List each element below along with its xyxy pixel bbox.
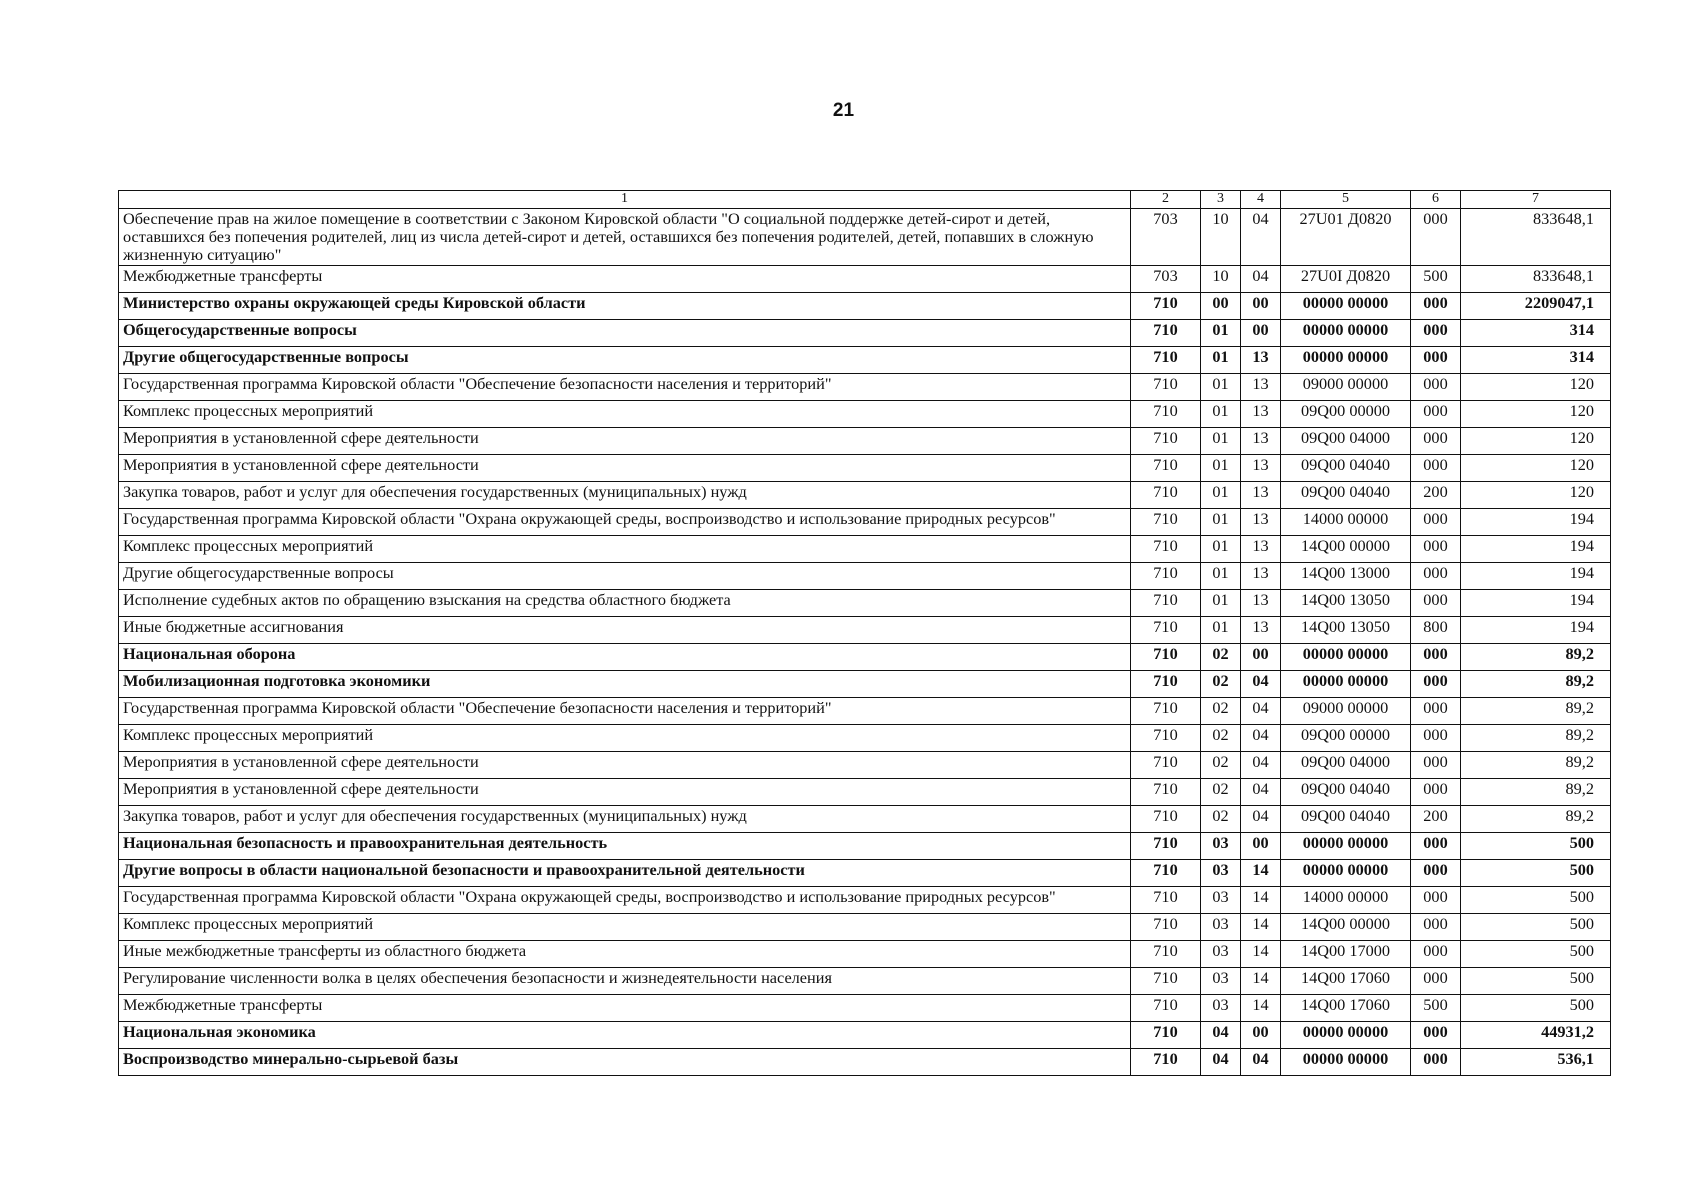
section-code-cell: 10 [1201, 265, 1241, 292]
row-name-cell: Иные межбюджетные трансферты из областного бюджета [119, 940, 1131, 967]
target-article-cell: 00000 00000 [1281, 1048, 1411, 1075]
ministry-code-cell: 710 [1131, 751, 1201, 778]
ministry-code-cell: 710 [1131, 589, 1201, 616]
amount-cell: 120 [1461, 427, 1611, 454]
section-code-cell: 00 [1201, 292, 1241, 319]
column-header: 5 [1281, 191, 1411, 209]
table-row [119, 454, 1611, 481]
amount-cell: 194 [1461, 562, 1611, 589]
subsection-code-cell: 13 [1241, 535, 1281, 562]
table-row [119, 481, 1611, 508]
ministry-code-cell: 710 [1131, 616, 1201, 643]
target-article-cell: 14000 00000 [1281, 508, 1411, 535]
ministry-code-cell: 710 [1131, 427, 1201, 454]
row-name-cell: Министерство охраны окружающей среды Кировской области [119, 292, 1131, 319]
column-header: 4 [1241, 191, 1281, 209]
ministry-code-cell: 710 [1131, 1048, 1201, 1075]
target-article-cell: 09000 00000 [1281, 373, 1411, 400]
target-article-cell: 00000 00000 [1281, 670, 1411, 697]
ministry-code-cell: 710 [1131, 859, 1201, 886]
section-code-cell: 01 [1201, 400, 1241, 427]
row-name-cell: Межбюджетные трансферты [119, 265, 1131, 292]
section-code-cell: 04 [1201, 1048, 1241, 1075]
amount-cell: 89,2 [1461, 751, 1611, 778]
subsection-code-cell: 14 [1241, 859, 1281, 886]
table-row [119, 535, 1611, 562]
ministry-code-cell: 703 [1131, 265, 1201, 292]
column-header: 1 [119, 191, 1131, 209]
row-name-cell: Комплекс процессных мероприятий [119, 535, 1131, 562]
amount-cell: 194 [1461, 616, 1611, 643]
row-name-cell: Национальная оборона [119, 643, 1131, 670]
section-code-cell: 04 [1201, 1021, 1241, 1048]
expense-type-cell: 000 [1411, 913, 1461, 940]
subsection-code-cell: 00 [1241, 1021, 1281, 1048]
subsection-code-cell: 00 [1241, 292, 1281, 319]
amount-cell: 536,1 [1461, 1048, 1611, 1075]
ministry-code-cell: 710 [1131, 940, 1201, 967]
amount-cell: 89,2 [1461, 724, 1611, 751]
subsection-code-cell: 00 [1241, 832, 1281, 859]
section-code-cell: 01 [1201, 346, 1241, 373]
section-code-cell: 01 [1201, 508, 1241, 535]
ministry-code-cell: 710 [1131, 400, 1201, 427]
amount-cell: 120 [1461, 373, 1611, 400]
subsection-code-cell: 04 [1241, 751, 1281, 778]
page-number: 21 [832, 100, 855, 121]
ministry-code-cell: 710 [1131, 346, 1201, 373]
subsection-code-cell: 04 [1241, 209, 1281, 266]
expense-type-cell: 000 [1411, 427, 1461, 454]
subsection-code-cell: 04 [1241, 724, 1281, 751]
ministry-code-cell: 710 [1131, 832, 1201, 859]
target-article-cell: 27U01 Д0820 [1281, 209, 1411, 266]
section-code-cell: 01 [1201, 373, 1241, 400]
amount-cell: 120 [1461, 481, 1611, 508]
section-code-cell: 01 [1201, 481, 1241, 508]
row-name-cell: Закупка товаров, работ и услуг для обеспечения государственных (муниципальных) нужд [119, 805, 1131, 832]
subsection-code-cell: 04 [1241, 805, 1281, 832]
amount-cell: 194 [1461, 508, 1611, 535]
table-row [119, 209, 1611, 266]
table-row [119, 562, 1611, 589]
amount-cell: 500 [1461, 940, 1611, 967]
target-article-cell: 09Q00 00000 [1281, 400, 1411, 427]
row-name-cell: Мобилизационная подготовка экономики [119, 670, 1131, 697]
section-code-cell: 03 [1201, 859, 1241, 886]
ministry-code-cell: 710 [1131, 535, 1201, 562]
expense-type-cell: 000 [1411, 373, 1461, 400]
table-row [119, 319, 1611, 346]
section-code-cell: 02 [1201, 751, 1241, 778]
target-article-cell: 00000 00000 [1281, 643, 1411, 670]
table-row [119, 940, 1611, 967]
row-name-cell: Межбюджетные трансферты [119, 994, 1131, 1021]
table-row [119, 859, 1611, 886]
row-name-cell: Регулирование численности волка в целях обеспечения безопасности и жизнедеятельности населения [119, 967, 1131, 994]
amount-cell: 314 [1461, 346, 1611, 373]
target-article-cell: 14Q00 13000 [1281, 562, 1411, 589]
amount-cell: 89,2 [1461, 643, 1611, 670]
section-code-cell: 01 [1201, 589, 1241, 616]
row-name-cell: Мероприятия в установленной сфере деятельности [119, 751, 1131, 778]
expense-type-cell: 000 [1411, 643, 1461, 670]
subsection-code-cell: 00 [1241, 319, 1281, 346]
subsection-code-cell: 04 [1241, 1048, 1281, 1075]
ministry-code-cell: 710 [1131, 481, 1201, 508]
row-name-cell: Комплекс процессных мероприятий [119, 913, 1131, 940]
subsection-code-cell: 04 [1241, 697, 1281, 724]
table-row [119, 778, 1611, 805]
subsection-code-cell: 13 [1241, 454, 1281, 481]
subsection-code-cell: 04 [1241, 778, 1281, 805]
subsection-code-cell: 13 [1241, 346, 1281, 373]
subsection-code-cell: 04 [1241, 670, 1281, 697]
section-code-cell: 02 [1201, 805, 1241, 832]
target-article-cell: 00000 00000 [1281, 319, 1411, 346]
row-name-cell: Другие вопросы в области национальной безопасности и правоохранительной деятельности [119, 859, 1131, 886]
ministry-code-cell: 710 [1131, 994, 1201, 1021]
subsection-code-cell: 00 [1241, 643, 1281, 670]
subsection-code-cell: 14 [1241, 994, 1281, 1021]
target-article-cell: 00000 00000 [1281, 346, 1411, 373]
row-name-cell: Мероприятия в установленной сфере деятельности [119, 454, 1131, 481]
table-row [119, 670, 1611, 697]
expense-type-cell: 000 [1411, 778, 1461, 805]
expense-type-cell: 000 [1411, 319, 1461, 346]
table-row [119, 697, 1611, 724]
subsection-code-cell: 13 [1241, 508, 1281, 535]
target-article-cell: 14Q00 17000 [1281, 940, 1411, 967]
expense-type-cell: 000 [1411, 1021, 1461, 1048]
table-row [119, 292, 1611, 319]
target-article-cell: 14Q00 00000 [1281, 913, 1411, 940]
amount-cell: 833648,1 [1461, 265, 1611, 292]
expense-type-cell: 000 [1411, 454, 1461, 481]
target-article-cell: 14Q00 17060 [1281, 994, 1411, 1021]
table-row [119, 346, 1611, 373]
subsection-code-cell: 13 [1241, 589, 1281, 616]
target-article-cell: 00000 00000 [1281, 292, 1411, 319]
row-name-cell: Закупка товаров, работ и услуг для обеспечения государственных (муниципальных) нужд [119, 481, 1131, 508]
subsection-code-cell: 14 [1241, 886, 1281, 913]
amount-cell: 500 [1461, 859, 1611, 886]
row-name-cell: Государственная программа Кировской области "Обеспечение безопасности населения и территорий" [119, 697, 1131, 724]
subsection-code-cell: 13 [1241, 427, 1281, 454]
amount-cell: 120 [1461, 400, 1611, 427]
table-row [119, 913, 1611, 940]
amount-cell: 2209047,1 [1461, 292, 1611, 319]
target-article-cell: 09Q00 04040 [1281, 778, 1411, 805]
row-name-cell: Государственная программа Кировской области "Охрана окружающей среды, воспроизводство и использование природных ресурсов" [119, 886, 1131, 913]
expense-type-cell: 000 [1411, 886, 1461, 913]
section-code-cell: 10 [1201, 209, 1241, 266]
expense-type-cell: 000 [1411, 292, 1461, 319]
section-code-cell: 02 [1201, 643, 1241, 670]
table-row [119, 373, 1611, 400]
row-name-cell: Воспроизводство минерально-сырьевой базы [119, 1048, 1131, 1075]
subsection-code-cell: 13 [1241, 562, 1281, 589]
expense-type-cell: 000 [1411, 346, 1461, 373]
expense-type-cell: 000 [1411, 535, 1461, 562]
amount-cell: 194 [1461, 589, 1611, 616]
table-row [119, 616, 1611, 643]
subsection-code-cell: 13 [1241, 373, 1281, 400]
column-header: 3 [1201, 191, 1241, 209]
target-article-cell: 09Q00 04040 [1281, 454, 1411, 481]
budget-table [118, 190, 1611, 1076]
amount-cell: 89,2 [1461, 670, 1611, 697]
expense-type-cell: 800 [1411, 616, 1461, 643]
ministry-code-cell: 710 [1131, 562, 1201, 589]
amount-cell: 89,2 [1461, 805, 1611, 832]
ministry-code-cell: 710 [1131, 886, 1201, 913]
ministry-code-cell: 710 [1131, 373, 1201, 400]
row-name-cell: Другие общегосударственные вопросы [119, 346, 1131, 373]
section-code-cell: 03 [1201, 913, 1241, 940]
row-name-cell: Исполнение судебных актов по обращению взыскания на средства областного бюджета [119, 589, 1131, 616]
amount-cell: 500 [1461, 913, 1611, 940]
target-article-cell: 14Q00 13050 [1281, 589, 1411, 616]
subsection-code-cell: 13 [1241, 616, 1281, 643]
amount-cell: 89,2 [1461, 778, 1611, 805]
ministry-code-cell: 710 [1131, 643, 1201, 670]
target-article-cell: 00000 00000 [1281, 832, 1411, 859]
row-name-cell: Мероприятия в установленной сфере деятельности [119, 778, 1131, 805]
table-row [119, 886, 1611, 913]
row-name-cell: Комплекс процессных мероприятий [119, 400, 1131, 427]
section-code-cell: 01 [1201, 427, 1241, 454]
table-row [119, 589, 1611, 616]
section-code-cell: 03 [1201, 832, 1241, 859]
expense-type-cell: 000 [1411, 589, 1461, 616]
subsection-code-cell: 13 [1241, 481, 1281, 508]
table-row [119, 724, 1611, 751]
expense-type-cell: 500 [1411, 265, 1461, 292]
ministry-code-cell: 710 [1131, 778, 1201, 805]
amount-cell: 833648,1 [1461, 209, 1611, 266]
ministry-code-cell: 710 [1131, 508, 1201, 535]
amount-cell: 500 [1461, 886, 1611, 913]
amount-cell: 89,2 [1461, 697, 1611, 724]
column-header: 6 [1411, 191, 1461, 209]
ministry-code-cell: 710 [1131, 670, 1201, 697]
target-article-cell: 00000 00000 [1281, 859, 1411, 886]
table-row [119, 643, 1611, 670]
subsection-code-cell: 04 [1241, 265, 1281, 292]
row-name-cell: Другие общегосударственные вопросы [119, 562, 1131, 589]
table-row [119, 508, 1611, 535]
amount-cell: 500 [1461, 994, 1611, 1021]
section-code-cell: 02 [1201, 778, 1241, 805]
ministry-code-cell: 710 [1131, 1021, 1201, 1048]
section-code-cell: 01 [1201, 535, 1241, 562]
table-row [119, 1021, 1611, 1048]
section-code-cell: 03 [1201, 967, 1241, 994]
table-row [119, 427, 1611, 454]
section-code-cell: 01 [1201, 562, 1241, 589]
ministry-code-cell: 710 [1131, 805, 1201, 832]
expense-type-cell: 200 [1411, 805, 1461, 832]
target-article-cell: 09Q00 04040 [1281, 805, 1411, 832]
target-article-cell: 27U0I Д0820 [1281, 265, 1411, 292]
section-code-cell: 02 [1201, 670, 1241, 697]
expense-type-cell: 000 [1411, 508, 1461, 535]
amount-cell: 500 [1461, 832, 1611, 859]
target-article-cell: 09Q00 04040 [1281, 481, 1411, 508]
expense-type-cell: 000 [1411, 1048, 1461, 1075]
table-row [119, 751, 1611, 778]
ministry-code-cell: 710 [1131, 913, 1201, 940]
ministry-code-cell: 710 [1131, 724, 1201, 751]
amount-cell: 314 [1461, 319, 1611, 346]
ministry-code-cell: 710 [1131, 967, 1201, 994]
target-article-cell: 09Q00 04000 [1281, 427, 1411, 454]
expense-type-cell: 500 [1411, 994, 1461, 1021]
section-code-cell: 01 [1201, 319, 1241, 346]
target-article-cell: 09000 00000 [1281, 697, 1411, 724]
ministry-code-cell: 710 [1131, 319, 1201, 346]
expense-type-cell: 200 [1411, 481, 1461, 508]
row-name-cell: Иные бюджетные ассигнования [119, 616, 1131, 643]
expense-type-cell: 000 [1411, 751, 1461, 778]
row-name-cell: Национальная безопасность и правоохранительная деятельность [119, 832, 1131, 859]
target-article-cell: 14Q00 00000 [1281, 535, 1411, 562]
target-article-cell: 00000 00000 [1281, 1021, 1411, 1048]
subsection-code-cell: 14 [1241, 940, 1281, 967]
target-article-cell: 14Q00 17060 [1281, 967, 1411, 994]
section-code-cell: 03 [1201, 994, 1241, 1021]
column-number-row [119, 191, 1611, 209]
section-code-cell: 02 [1201, 697, 1241, 724]
expense-type-cell: 000 [1411, 562, 1461, 589]
expense-type-cell: 000 [1411, 209, 1461, 266]
table-row [119, 400, 1611, 427]
section-code-cell: 03 [1201, 886, 1241, 913]
table-row [119, 967, 1611, 994]
row-name-cell: Мероприятия в установленной сфере деятельности [119, 427, 1131, 454]
row-name-cell: Государственная программа Кировской области "Охрана окружающей среды, воспроизводство и использование природных ресурсов" [119, 508, 1131, 535]
section-code-cell: 02 [1201, 724, 1241, 751]
row-name-cell: Государственная программа Кировской области "Обеспечение безопасности населения и территорий" [119, 373, 1131, 400]
section-code-cell: 01 [1201, 616, 1241, 643]
table-row [119, 832, 1611, 859]
target-article-cell: 09Q00 04000 [1281, 751, 1411, 778]
subsection-code-cell: 13 [1241, 400, 1281, 427]
row-name-cell: Общегосударственные вопросы [119, 319, 1131, 346]
expense-type-cell: 000 [1411, 859, 1461, 886]
expense-type-cell: 000 [1411, 400, 1461, 427]
section-code-cell: 03 [1201, 940, 1241, 967]
row-name-cell: Комплекс процессных мероприятий [119, 724, 1131, 751]
expense-type-cell: 000 [1411, 697, 1461, 724]
target-article-cell: 14Q00 13050 [1281, 616, 1411, 643]
ministry-code-cell: 703 [1131, 209, 1201, 266]
amount-cell: 44931,2 [1461, 1021, 1611, 1048]
table-row [119, 1048, 1611, 1075]
subsection-code-cell: 14 [1241, 913, 1281, 940]
amount-cell: 500 [1461, 967, 1611, 994]
ministry-code-cell: 710 [1131, 454, 1201, 481]
row-name-cell: Национальная экономика [119, 1021, 1131, 1048]
amount-cell: 120 [1461, 454, 1611, 481]
column-header: 7 [1461, 191, 1611, 209]
ministry-code-cell: 710 [1131, 292, 1201, 319]
expense-type-cell: 000 [1411, 670, 1461, 697]
table-row [119, 265, 1611, 292]
row-name-cell: Обеспечение прав на жилое помещение в соответствии с Законом Кировской области "О социальной поддержке детей-сирот и детей, оставшихся без попечения родителей, лиц из числа детей-сирот и детей, оставшихся без попечения родителей, детей, попавших в сложную жизненную ситуацию" [119, 209, 1131, 266]
ministry-code-cell: 710 [1131, 697, 1201, 724]
expense-type-cell: 000 [1411, 967, 1461, 994]
target-article-cell: 09Q00 00000 [1281, 724, 1411, 751]
expense-type-cell: 000 [1411, 940, 1461, 967]
amount-cell: 194 [1461, 535, 1611, 562]
section-code-cell: 01 [1201, 454, 1241, 481]
expense-type-cell: 000 [1411, 832, 1461, 859]
target-article-cell: 14000 00000 [1281, 886, 1411, 913]
expense-type-cell: 000 [1411, 724, 1461, 751]
subsection-code-cell: 14 [1241, 967, 1281, 994]
table-row [119, 994, 1611, 1021]
column-header: 2 [1131, 191, 1201, 209]
table-row [119, 805, 1611, 832]
